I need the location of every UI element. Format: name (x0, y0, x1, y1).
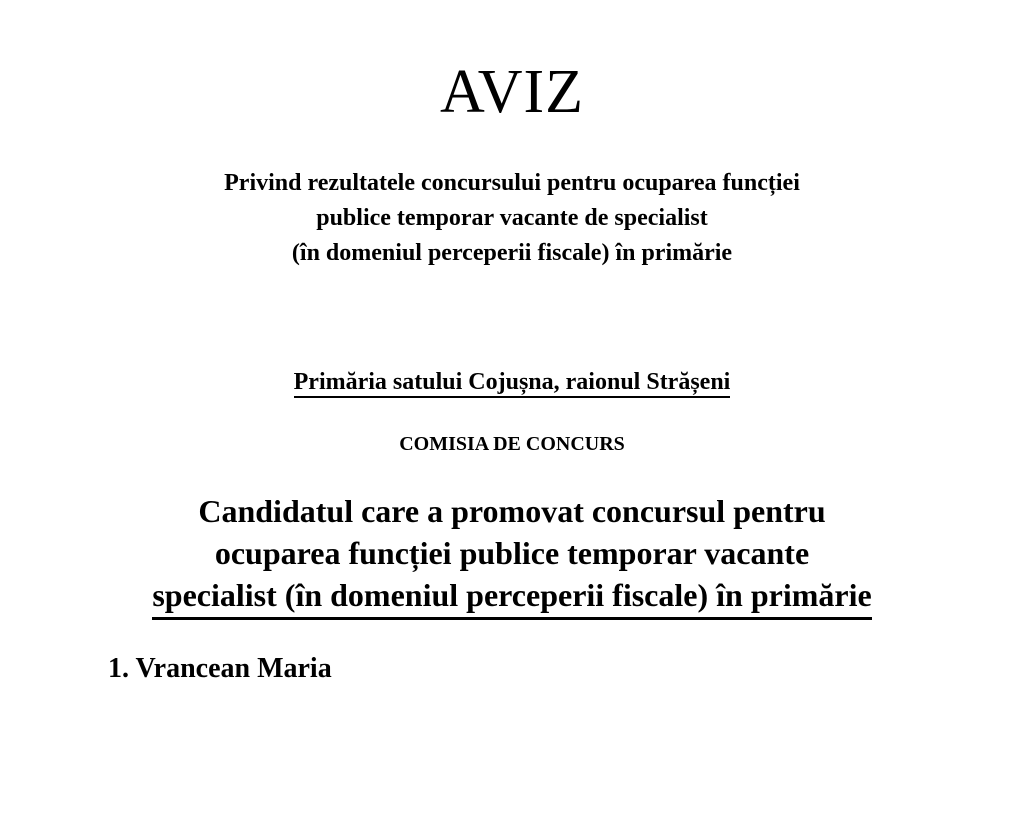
subtitle-line: publice temporar vacante de specialist (316, 205, 708, 231)
candidate-heading-line: Candidatul care a promovat concursul pentru (198, 493, 826, 529)
candidate-heading-line-underlined (0, 574, 1024, 620)
institution-name: Primăria satului Cojușna, raionul Strășeni (294, 369, 731, 398)
document-title: AVIZ (439, 58, 585, 126)
institution-heading (0, 366, 1024, 398)
candidate-heading-line: ocuparea funcției publice temporar vacante (214, 535, 810, 571)
candidate-list (108, 651, 332, 687)
subtitle-line: (în domeniul perceperii fiscale) în primărie (291, 240, 733, 266)
subtitle-line: Privind rezultatele concursului pentru ocuparea funcției (224, 170, 800, 196)
document-subtitle (0, 166, 1024, 271)
candidate-heading-underlined-text: specialist (în domeniul perceperii fiscale) în primărie (152, 574, 871, 620)
commission-heading: COMISIA DE CONCURS (399, 433, 625, 455)
candidate-heading (0, 490, 1024, 620)
candidate-item: 1. Vrancean Maria (108, 653, 332, 684)
